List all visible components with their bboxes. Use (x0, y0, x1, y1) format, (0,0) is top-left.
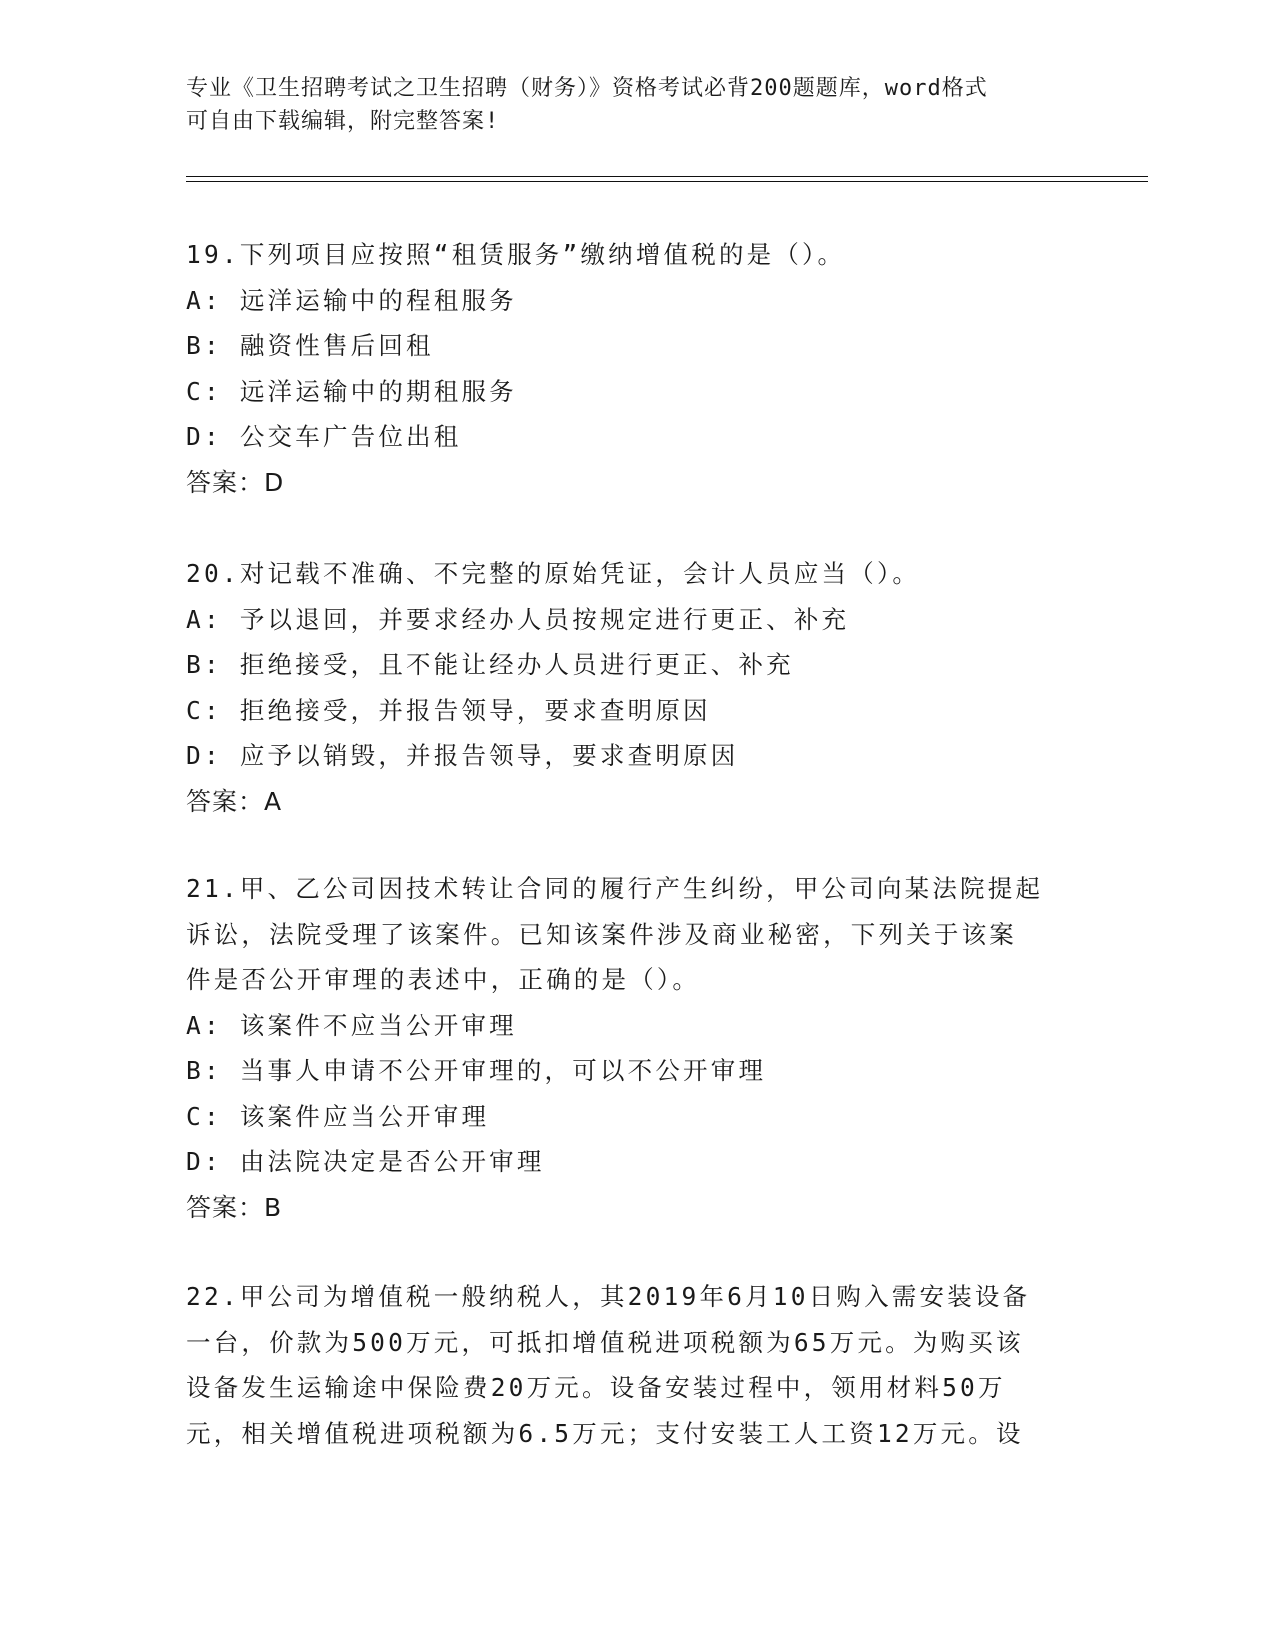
option-c: C: 该案件应当公开审理 (186, 1101, 490, 1131)
header-divider-top (186, 176, 1148, 177)
option-c: C: 拒绝接受，并报告领导，要求查明原因 (186, 695, 711, 725)
option-b: B: 拒绝接受，且不能让经办人员进行更正、补充 (186, 650, 794, 679)
question-stem-line-1: 22.甲公司为增值税一般纳税人，其2019年6月10日购入需安装设备 (186, 1282, 1031, 1311)
option-b: B: 融资性售后回租 (186, 331, 434, 360)
header-title-line-2: 可自由下载编辑，附完整答案! (186, 109, 500, 134)
option-a: A: 该案件不应当公开审理 (186, 1010, 517, 1040)
question-21 (186, 866, 1066, 1230)
question-stem-line-4: 元，相关增值税进项税额为6.5万元；支付安装工人工资12万元。设 (186, 1418, 1024, 1448)
question-stem-line-1: 21.甲、乙公司因技术转让合同的履行产生纠纷，甲公司向某法院提起 (186, 874, 1044, 903)
question-stem-line-3: 设备发生运输途中保险费20万元。设备安装过程中，领用材料50万 (186, 1373, 1006, 1402)
option-c: C: 远洋运输中的期租服务 (186, 376, 517, 406)
header-title-line-1: 专业《卫生招聘考试之卫生招聘（财务）》资格考试必背200题题库，word格式 (186, 76, 988, 101)
question-20 (186, 551, 1066, 824)
option-b: B: 当事人申请不公开审理的，可以不公开审理 (186, 1056, 767, 1085)
option-a: A: 远洋运输中的程租服务 (186, 285, 517, 315)
question-19 (186, 232, 1066, 505)
question-stem-line-2: 诉讼，法院受理了该案件。已知该案件涉及商业秘密，下列关于该案 (186, 919, 1017, 949)
option-d: D: 应予以销毁，并报告领导，要求查明原因 (186, 741, 739, 770)
question-stem: 19.下列项目应按照“租赁服务”缴纳增值税的是（）。 (186, 240, 846, 269)
answer: 答案：A (186, 786, 283, 816)
header-divider-bottom (186, 181, 1148, 182)
question-stem-line-3: 件是否公开审理的表述中，正确的是（）。 (186, 965, 701, 994)
question-22 (186, 1274, 1066, 1456)
question-stem-line-2: 一台，价款为500万元，可抵扣增值税进项税额为65万元。为购买该 (186, 1327, 1024, 1357)
answer: 答案：B (186, 1192, 283, 1222)
question-stem: 20.对记载不准确、不完整的原始凭证，会计人员应当（）。 (186, 559, 921, 588)
option-a: A: 予以退回，并要求经办人员按规定进行更正、补充 (186, 604, 850, 634)
option-d: D: 公交车广告位出租 (186, 422, 462, 451)
option-d: D: 由法院决定是否公开审理 (186, 1147, 545, 1176)
answer: 答案：D (186, 467, 285, 497)
document-header (186, 72, 1066, 138)
